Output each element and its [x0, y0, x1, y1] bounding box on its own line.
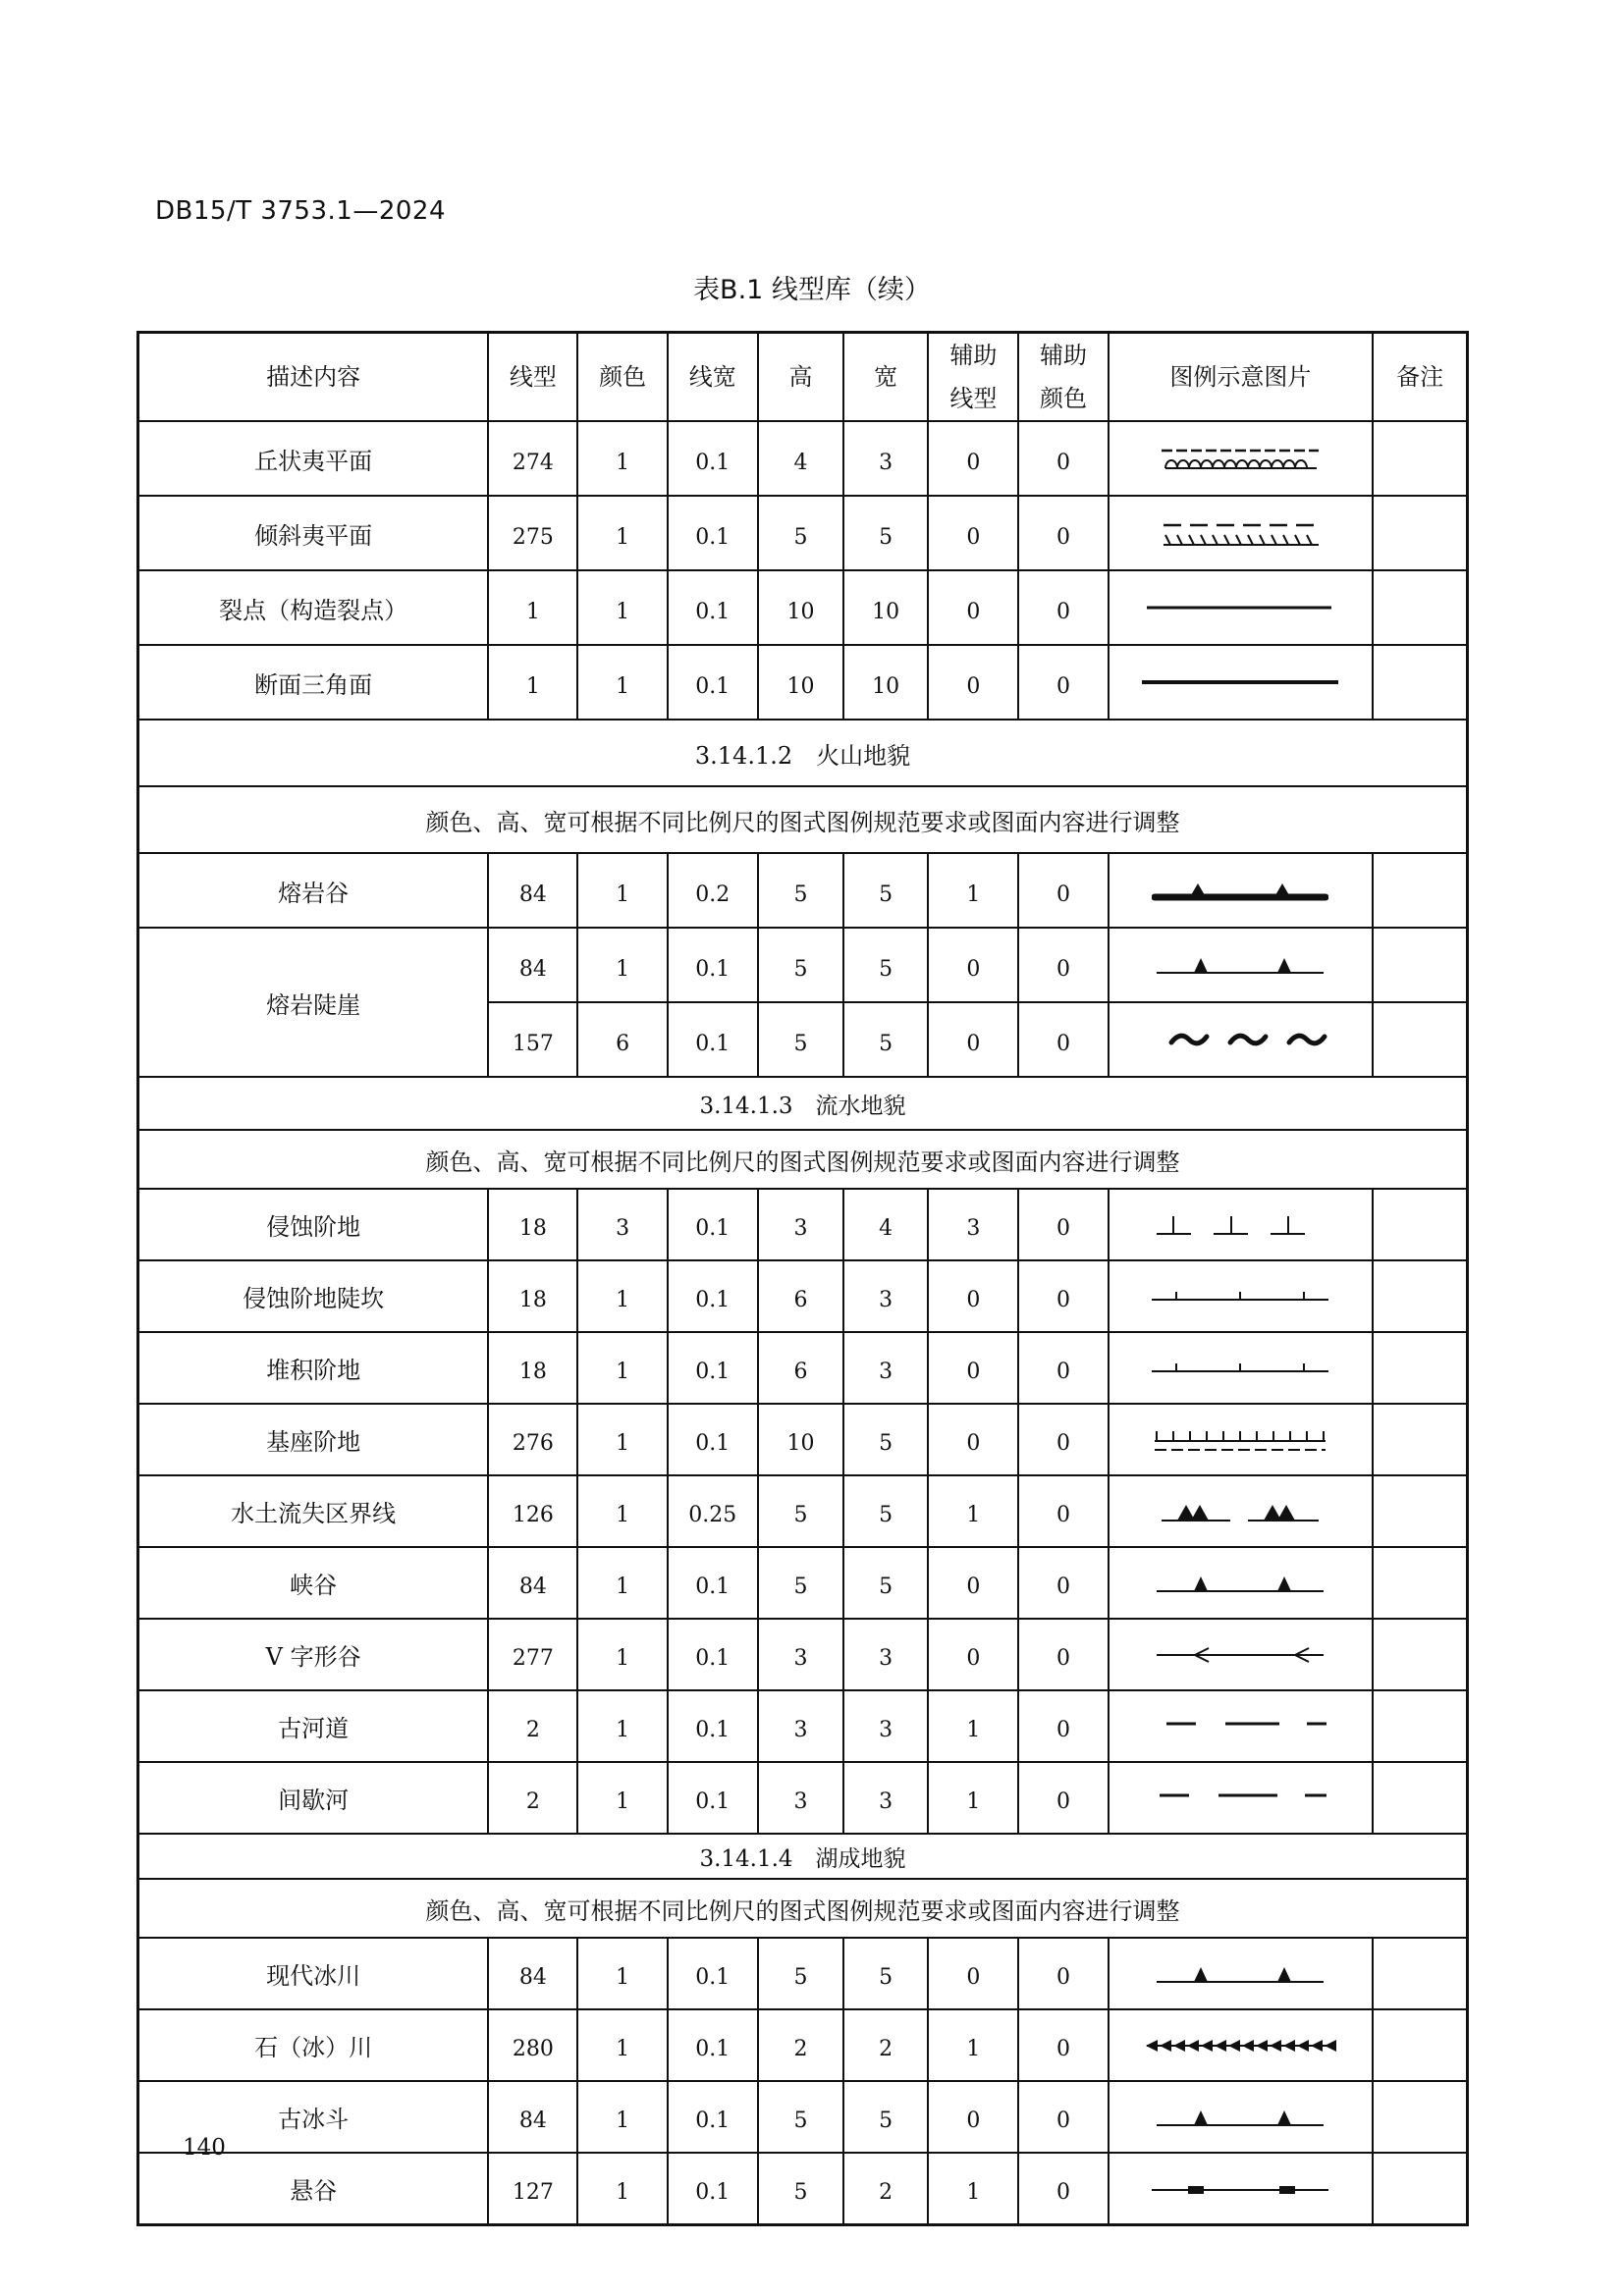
row-legend: [1109, 1547, 1374, 1619]
row-aux-line-type: 0: [928, 645, 1018, 720]
row-remarks: [1373, 570, 1467, 645]
table-row: [138, 645, 1468, 720]
row-height: 6: [758, 1260, 843, 1332]
row-color: 1: [577, 1762, 667, 1834]
row-height: 5: [758, 1475, 843, 1547]
row-description: 悬谷: [138, 2153, 489, 2225]
row-remarks: [1373, 2153, 1467, 2225]
row-height: 3: [758, 1189, 843, 1260]
table-row: [138, 2009, 1468, 2081]
line-triangles-icon: [1152, 950, 1328, 980]
row-aux-line-type: 1: [928, 1690, 1018, 1762]
table-row: [138, 1189, 1468, 1260]
row-width: 2: [843, 2153, 928, 2225]
solid-line-icon: [1142, 598, 1338, 617]
row-line-width: 0.1: [668, 1189, 758, 1260]
tilde-wave-icon: [1152, 1025, 1328, 1054]
row-line-width: 0.1: [668, 1762, 758, 1834]
row-line-width: 0.1: [668, 421, 758, 496]
row-height: 2: [758, 2009, 843, 2081]
row-width: 3: [843, 1619, 928, 1690]
document-code: DB15/T 3753.1—2024: [155, 196, 446, 226]
row-description: 古冰斗: [138, 2081, 489, 2153]
row-line-width: 0.2: [668, 853, 758, 928]
header-row: [138, 333, 1468, 422]
row-description: 石（冰）川: [138, 2009, 489, 2081]
row-color: 1: [577, 496, 667, 570]
row-description: 熔岩陡崖: [138, 928, 489, 1077]
row-remarks: [1373, 1475, 1467, 1547]
row-line-type: 1: [488, 645, 577, 720]
section-title-volcanic: 3.14.1.2 火山地貌: [138, 720, 1468, 786]
row-aux-line-type: 1: [928, 2153, 1018, 2225]
row-aux-color: 0: [1018, 1547, 1108, 1619]
row-width: 4: [843, 1189, 928, 1260]
row-aux-color: 0: [1018, 1619, 1108, 1690]
row-remarks: [1373, 1189, 1467, 1260]
row-description: 水土流失区界线: [138, 1475, 489, 1547]
row-line-width: 0.1: [668, 1547, 758, 1619]
col-header-legend-image: 图例示意图片: [1109, 333, 1374, 422]
section-row: [138, 720, 1468, 786]
row-height: 3: [758, 1619, 843, 1690]
row-aux-color: 0: [1018, 2009, 1108, 2081]
col-header-aux-line-type: 辅助 线型: [928, 333, 1018, 422]
row-description: 现代冰川: [138, 1938, 489, 2009]
row-width: 5: [843, 1404, 928, 1475]
row-aux-color: 0: [1018, 1690, 1108, 1762]
note-row: [138, 786, 1468, 853]
row-line-type: 84: [488, 2081, 577, 2153]
table-title: 表B.1 线型库（续）: [693, 275, 931, 305]
row-line-type: 274: [488, 421, 577, 496]
row-description: 古河道: [138, 1690, 489, 1762]
table-row: [138, 421, 1468, 496]
row-line-type: 2: [488, 1762, 577, 1834]
dashed-over-slashes-icon: [1152, 513, 1328, 553]
arrowhead-chain-icon: [1142, 2031, 1338, 2060]
row-color: 1: [577, 853, 667, 928]
row-height: 5: [758, 1002, 843, 1077]
row-description: 侵蚀阶地陡坎: [138, 1260, 489, 1332]
row-width: 10: [843, 570, 928, 645]
row-description: 侵蚀阶地: [138, 1189, 489, 1260]
solid-line-icon: [1137, 672, 1343, 692]
row-legend: [1109, 2081, 1374, 2153]
row-line-type: 18: [488, 1260, 577, 1332]
row-legend: [1109, 570, 1374, 645]
row-line-width: 0.1: [668, 928, 758, 1002]
line-arrows-icon: [1152, 1640, 1328, 1670]
row-legend: [1109, 645, 1374, 720]
row-color: 1: [577, 1404, 667, 1475]
row-line-width: 0.1: [668, 1332, 758, 1404]
col-header-width: 宽: [843, 333, 928, 422]
row-height: 4: [758, 421, 843, 496]
row-remarks: [1373, 496, 1467, 570]
row-width: 2: [843, 2009, 928, 2081]
row-legend: [1109, 1332, 1374, 1404]
row-aux-line-type: 3: [928, 1189, 1018, 1260]
row-description: V 字形谷: [138, 1619, 489, 1690]
row-color: 1: [577, 1619, 667, 1690]
row-description: 熔岩谷: [138, 853, 489, 928]
row-description: 基座阶地: [138, 1404, 489, 1475]
row-legend: [1109, 2009, 1374, 2081]
row-description: 裂点（构造裂点）: [138, 570, 489, 645]
row-legend: [1109, 1189, 1374, 1260]
row-aux-line-type: 1: [928, 1475, 1018, 1547]
row-remarks: [1373, 2081, 1467, 2153]
section-row: [138, 1834, 1468, 1879]
row-width: 5: [843, 853, 928, 928]
row-remarks: [1373, 421, 1467, 496]
line-type-table: [136, 331, 1469, 2226]
table-row: [138, 1690, 1468, 1762]
row-height: 3: [758, 1690, 843, 1762]
row-description: 倾斜夷平面: [138, 496, 489, 570]
row-legend: [1109, 1938, 1374, 2009]
section-title-lacustrine: 3.14.1.4 湖成地貌: [138, 1834, 1468, 1879]
row-legend: [1109, 1475, 1374, 1547]
row-width: 5: [843, 2081, 928, 2153]
row-line-type: 275: [488, 496, 577, 570]
row-aux-color: 0: [1018, 2153, 1108, 2225]
row-remarks: [1373, 1690, 1467, 1762]
row-description: 断面三角面: [138, 645, 489, 720]
row-aux-line-type: 1: [928, 1762, 1018, 1834]
row-color: 1: [577, 1332, 667, 1404]
row-line-width: 0.1: [668, 2081, 758, 2153]
line-triangles-icon: [1152, 1959, 1328, 1989]
row-aux-color: 0: [1018, 1762, 1108, 1834]
row-line-type: 277: [488, 1619, 577, 1690]
table-row: [138, 570, 1468, 645]
table-row: [138, 853, 1468, 928]
row-legend: [1109, 1002, 1374, 1077]
table-row: [138, 1475, 1468, 1547]
row-height: 5: [758, 2153, 843, 2225]
row-aux-color: 0: [1018, 645, 1108, 720]
row-aux-color: 0: [1018, 1332, 1108, 1404]
row-legend: [1109, 421, 1374, 496]
row-width: 5: [843, 1547, 928, 1619]
row-line-type: 84: [488, 928, 577, 1002]
row-aux-line-type: 0: [928, 2081, 1018, 2153]
row-remarks: [1373, 1938, 1467, 2009]
inverted-t-segments-icon: [1152, 1210, 1328, 1240]
row-line-type: 84: [488, 1938, 577, 2009]
table-row: [138, 1332, 1468, 1404]
row-aux-line-type: 0: [928, 421, 1018, 496]
row-description: 丘状夷平面: [138, 421, 489, 496]
row-remarks: [1373, 853, 1467, 928]
dashed-line-icon: [1152, 1712, 1328, 1741]
row-line-type: 84: [488, 853, 577, 928]
row-height: 5: [758, 853, 843, 928]
row-aux-color: 0: [1018, 570, 1108, 645]
row-aux-line-type: 1: [928, 2009, 1018, 2081]
row-color: 1: [577, 2009, 667, 2081]
section-note-volcanic: 颜色、高、宽可根据不同比例尺的图式图例规范要求或图面内容进行调整: [138, 786, 1468, 853]
col-header-line-type: 线型: [488, 333, 577, 422]
row-line-width: 0.25: [668, 1475, 758, 1547]
row-color: 1: [577, 928, 667, 1002]
section-row: [138, 1077, 1468, 1130]
line-rectangles-icon: [1147, 2174, 1333, 2204]
row-aux-line-type: 0: [928, 570, 1018, 645]
row-color: 1: [577, 570, 667, 645]
row-aux-line-type: 0: [928, 1619, 1018, 1690]
row-width: 3: [843, 1762, 928, 1834]
row-legend: [1109, 1619, 1374, 1690]
row-aux-color: 0: [1018, 421, 1108, 496]
row-color: 1: [577, 1938, 667, 2009]
row-remarks: [1373, 1762, 1467, 1834]
row-height: 5: [758, 2081, 843, 2153]
col-header-aux-color: 辅助 颜色: [1018, 333, 1108, 422]
row-line-width: 0.1: [668, 1404, 758, 1475]
row-description: 峡谷: [138, 1547, 489, 1619]
row-line-width: 0.1: [668, 1690, 758, 1762]
row-remarks: [1373, 2009, 1467, 2081]
row-width: 10: [843, 645, 928, 720]
row-aux-line-type: 0: [928, 496, 1018, 570]
line-with-ticks-icon: [1147, 1282, 1333, 1311]
row-line-width: 0.1: [668, 2153, 758, 2225]
row-line-width: 0.1: [668, 570, 758, 645]
row-aux-line-type: 1: [928, 853, 1018, 928]
note-row: [138, 1879, 1468, 1938]
row-line-width: 0.1: [668, 1938, 758, 2009]
row-width: 5: [843, 928, 928, 1002]
note-row: [138, 1130, 1468, 1189]
row-line-type: 2: [488, 1690, 577, 1762]
row-aux-color: 0: [1018, 1938, 1108, 2009]
row-width: 3: [843, 1260, 928, 1332]
section-title-fluvial: 3.14.1.3 流水地貌: [138, 1077, 1468, 1130]
row-remarks: [1373, 928, 1467, 1002]
row-height: 6: [758, 1332, 843, 1404]
row-aux-color: 0: [1018, 853, 1108, 928]
row-remarks: [1373, 1619, 1467, 1690]
row-height: 5: [758, 1547, 843, 1619]
row-aux-color: 0: [1018, 2081, 1108, 2153]
row-color: 1: [577, 1690, 667, 1762]
row-description: 间歇河: [138, 1762, 489, 1834]
col-header-color: 颜色: [577, 333, 667, 422]
table-row: [138, 496, 1468, 570]
row-line-type: 126: [488, 1475, 577, 1547]
row-height: 10: [758, 645, 843, 720]
row-remarks: [1373, 1260, 1467, 1332]
col-header-description: 描述内容: [138, 333, 489, 422]
row-line-width: 0.1: [668, 2009, 758, 2081]
dashed-over-arcs-icon: [1152, 439, 1328, 478]
row-height: 5: [758, 928, 843, 1002]
row-height: 5: [758, 496, 843, 570]
row-aux-color: 0: [1018, 928, 1108, 1002]
col-header-line-width: 线宽: [668, 333, 758, 422]
row-legend: [1109, 2153, 1374, 2225]
row-height: 3: [758, 1762, 843, 1834]
row-color: 1: [577, 421, 667, 496]
row-height: 10: [758, 570, 843, 645]
row-aux-color: 0: [1018, 1260, 1108, 1332]
row-color: 1: [577, 2081, 667, 2153]
table-row: [138, 2081, 1468, 2153]
table-row: [138, 1547, 1468, 1619]
row-legend: [1109, 496, 1374, 570]
row-legend: [1109, 1762, 1374, 1834]
table-row: [138, 1619, 1468, 1690]
row-aux-color: 0: [1018, 1189, 1108, 1260]
row-line-width: 0.1: [668, 645, 758, 720]
ticked-over-dashed-icon: [1147, 1423, 1333, 1457]
row-color: 1: [577, 2153, 667, 2225]
col-header-remarks: 备注: [1373, 333, 1467, 422]
table-row: [138, 1938, 1468, 2009]
row-line-width: 0.1: [668, 1619, 758, 1690]
row-width: 5: [843, 1475, 928, 1547]
row-legend: [1109, 928, 1374, 1002]
row-width: 5: [843, 496, 928, 570]
row-aux-color: 0: [1018, 1002, 1108, 1077]
row-line-type: 18: [488, 1332, 577, 1404]
row-aux-color: 0: [1018, 1404, 1108, 1475]
line-triangles-icon: [1152, 1569, 1328, 1598]
row-legend: [1109, 1690, 1374, 1762]
col-header-height: 高: [758, 333, 843, 422]
row-width: 3: [843, 421, 928, 496]
row-legend: [1109, 853, 1374, 928]
row-line-type: 276: [488, 1404, 577, 1475]
row-remarks: [1373, 1002, 1467, 1077]
row-width: 3: [843, 1332, 928, 1404]
page-number: 140: [183, 2135, 226, 2161]
row-line-type: 84: [488, 1547, 577, 1619]
dashed-line-icon: [1152, 1784, 1328, 1813]
row-remarks: [1373, 1404, 1467, 1475]
row-line-width: 0.1: [668, 1002, 758, 1077]
row-aux-line-type: 0: [928, 1332, 1018, 1404]
row-line-width: 0.1: [668, 496, 758, 570]
row-aux-line-type: 0: [928, 1260, 1018, 1332]
table-row: [138, 928, 1468, 1002]
section-note-lacustrine: 颜色、高、宽可根据不同比例尺的图式图例规范要求或图面内容进行调整: [138, 1879, 1468, 1938]
row-width: 3: [843, 1690, 928, 1762]
row-height: 10: [758, 1404, 843, 1475]
row-remarks: [1373, 1332, 1467, 1404]
row-color: 1: [577, 1547, 667, 1619]
row-width: 5: [843, 1002, 928, 1077]
row-color: 1: [577, 645, 667, 720]
row-width: 5: [843, 1938, 928, 2009]
row-aux-line-type: 0: [928, 1547, 1018, 1619]
row-description: 堆积阶地: [138, 1332, 489, 1404]
row-remarks: [1373, 1547, 1467, 1619]
row-legend: [1109, 1260, 1374, 1332]
line-with-ticks-icon: [1147, 1354, 1333, 1383]
table-row: [138, 1762, 1468, 1834]
row-aux-color: 0: [1018, 1475, 1108, 1547]
row-height: 5: [758, 1938, 843, 2009]
row-aux-line-type: 0: [928, 1002, 1018, 1077]
row-line-type: 157: [488, 1002, 577, 1077]
row-line-type: 280: [488, 2009, 577, 2081]
table-row: [138, 1404, 1468, 1475]
row-color: 1: [577, 1260, 667, 1332]
table-row: [138, 1260, 1468, 1332]
section-note-fluvial: 颜色、高、宽可根据不同比例尺的图式图例规范要求或图面内容进行调整: [138, 1130, 1468, 1189]
row-line-type: 1: [488, 570, 577, 645]
row-color: 1: [577, 1475, 667, 1547]
row-aux-line-type: 0: [928, 1404, 1018, 1475]
row-line-type: 127: [488, 2153, 577, 2225]
row-line-width: 0.1: [668, 1260, 758, 1332]
row-aux-line-type: 0: [928, 1938, 1018, 2009]
row-aux-color: 0: [1018, 496, 1108, 570]
row-aux-line-type: 0: [928, 928, 1018, 1002]
thick-line-triangles-icon: [1152, 876, 1328, 905]
row-line-type: 18: [488, 1189, 577, 1260]
row-color: 3: [577, 1189, 667, 1260]
row-legend: [1109, 1404, 1374, 1475]
row-remarks: [1373, 645, 1467, 720]
row-color: 6: [577, 1002, 667, 1077]
table-row: [138, 2153, 1468, 2225]
line-triangles-icon: [1152, 2103, 1328, 2132]
double-triangles-icon: [1152, 1495, 1328, 1528]
